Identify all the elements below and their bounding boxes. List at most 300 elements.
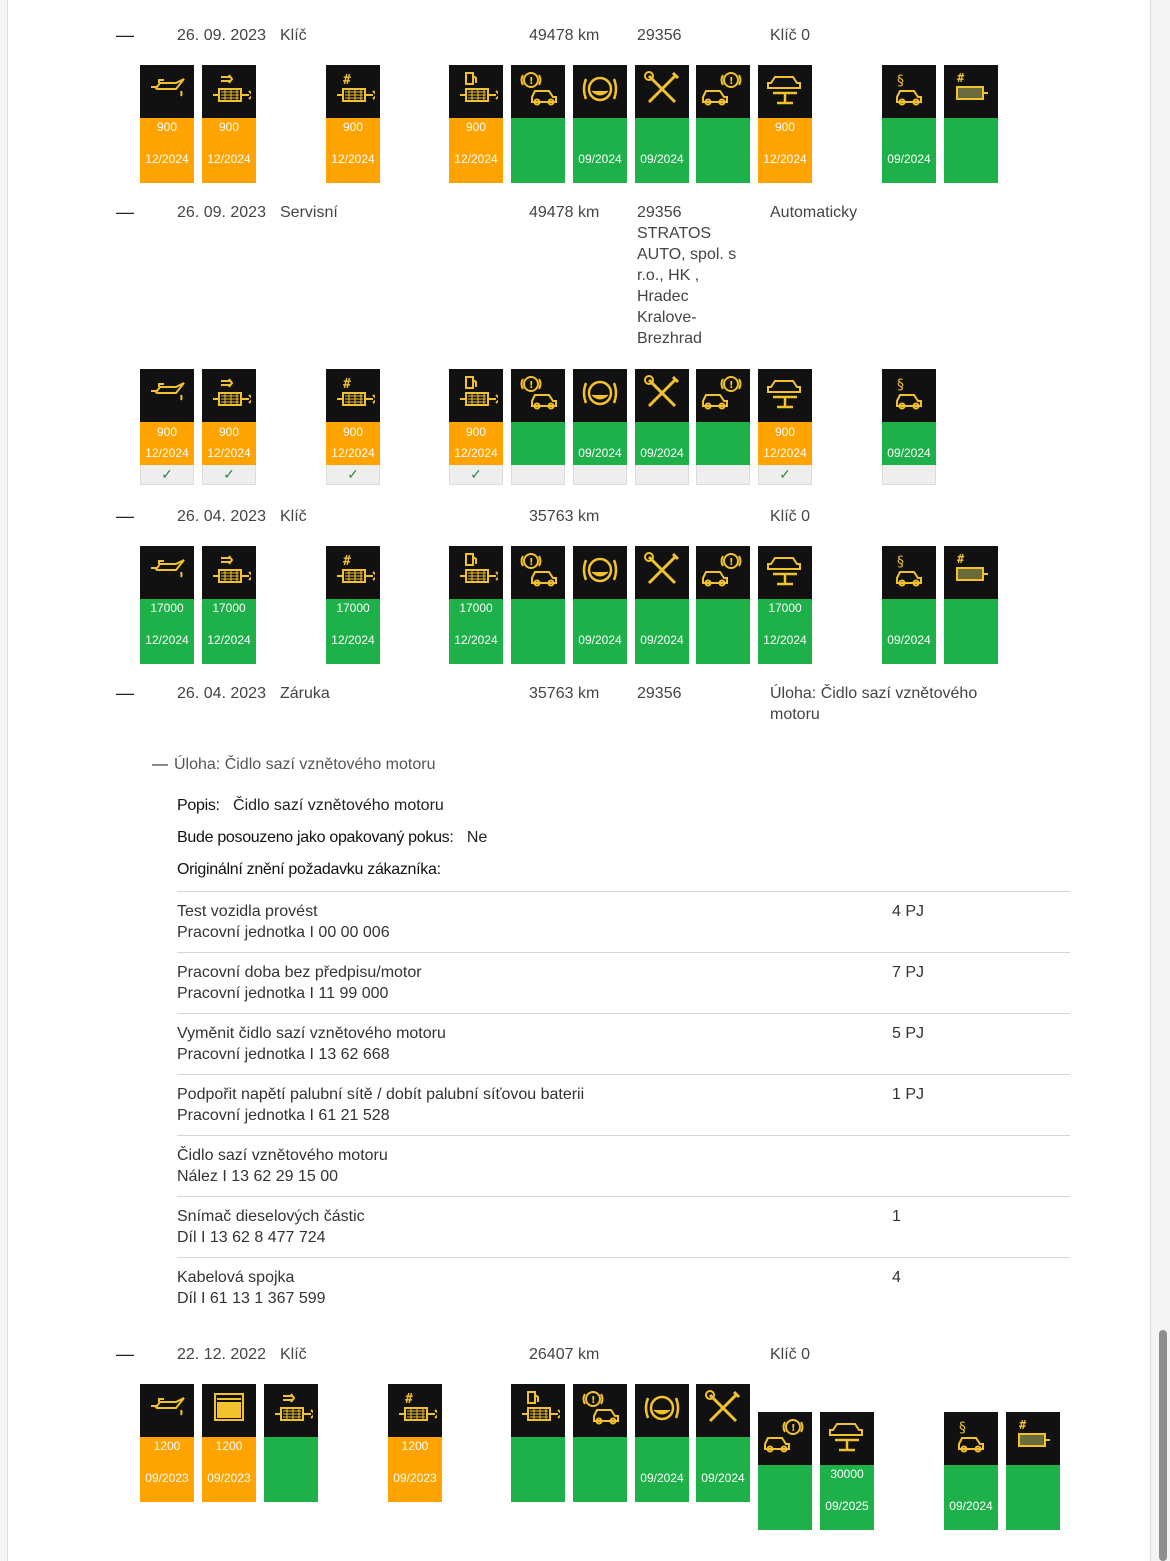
service-tile-brake-fluid[interactable]: [573, 65, 627, 183]
tile-icon-area: [326, 65, 380, 118]
tools-icon: [640, 373, 684, 418]
tile-due-date: 09/2024: [640, 1471, 684, 1485]
entry-date: 26. 09. 2023: [177, 204, 266, 221]
service-tile-oil-can[interactable]: [140, 1384, 194, 1502]
task-item-quantity: 7 PJ: [892, 964, 925, 981]
vehicle-lift-icon: [763, 373, 807, 418]
repeat-attempt-label: Bude posouzeno jako opakovaný pokus:: [177, 829, 454, 846]
tile-due-date: 12/2024: [454, 446, 498, 460]
tile-status-green: [573, 1437, 627, 1502]
hash-filter-icon: [331, 373, 375, 418]
entry-type: Záruka: [280, 685, 330, 702]
service-tile-brake-fluid[interactable]: [573, 546, 627, 664]
tile-remaining-km: 17000: [336, 601, 370, 615]
service-tile-front-brake[interactable]: [511, 65, 565, 183]
repeat-attempt-value: Ne: [466, 829, 488, 846]
entry-date: 26. 09. 2023: [177, 27, 266, 44]
tile-status-green: [635, 118, 689, 183]
task-item-name: Čidlo sazí vznětového motoru: [177, 1147, 388, 1164]
tile-due-date: 12/2024: [145, 152, 189, 166]
tile-status-green: [511, 422, 565, 465]
service-tile-legal-inspection[interactable]: [882, 369, 936, 485]
tile-due-date: 09/2024: [640, 446, 684, 460]
service-tile-particle-filter[interactable]: [264, 1384, 318, 1502]
fuel-filter-icon: [454, 69, 498, 114]
entry-date: 26. 04. 2023: [177, 508, 266, 525]
tile-icon-area: [573, 1384, 627, 1437]
tile-icon-area: [140, 369, 194, 422]
service-tile-vehicle-lift[interactable]: [758, 546, 812, 664]
tile-due-date: 09/2025: [825, 1499, 869, 1513]
rear-brake-icon: [701, 373, 745, 418]
tile-remaining-km: 900: [774, 425, 796, 439]
tile-icon-area: [882, 65, 936, 118]
task-header[interactable]: [152, 756, 435, 774]
vehicle-lift-icon: [763, 550, 807, 595]
tile-status-green: [635, 599, 689, 664]
scrollbar-thumb[interactable]: [1159, 1330, 1167, 1561]
service-tile-particle-filter[interactable]: [202, 546, 256, 664]
task-item-row: [177, 891, 1070, 943]
svg-text:#: #: [1019, 1418, 1027, 1432]
description-value: Čidlo sazí vznětového motoru: [233, 797, 444, 814]
tile-icon-area: [758, 546, 812, 599]
tile-due-date: 09/2024: [578, 633, 622, 647]
tile-due-date: 12/2024: [207, 152, 251, 166]
rear-brake-icon: [763, 1416, 807, 1461]
task-item-code: Pracovní jednotka I 61 21 528: [177, 1107, 390, 1124]
tile-icon-area: [511, 1384, 565, 1437]
hash-battery-icon: [1011, 1416, 1055, 1461]
task-item-row: [177, 952, 1070, 1004]
tile-status-green: [696, 118, 750, 183]
tile-status-green: [882, 118, 936, 183]
tile-status-green: [511, 599, 565, 664]
service-tile-oil-can[interactable]: [140, 369, 194, 485]
svg-text:§: §: [897, 377, 904, 393]
tile-due-date: 09/2024: [887, 152, 931, 166]
svg-text:!: !: [729, 380, 734, 391]
oil-can-icon: [145, 1388, 189, 1433]
tile-completed-check: [696, 465, 750, 485]
tile-status-green: [202, 599, 256, 664]
tile-icon-area: [449, 65, 503, 118]
tile-status-green: [511, 118, 565, 183]
task-item-row: [177, 1257, 1070, 1309]
tile-due-date: 12/2024: [763, 152, 807, 166]
service-tile-legal-inspection[interactable]: [882, 546, 936, 664]
service-tile-rear-brake[interactable]: [696, 369, 750, 485]
fuel-filter-icon: [454, 550, 498, 595]
tile-icon-area: [820, 1412, 874, 1465]
tile-due-date: 09/2023: [207, 1471, 251, 1485]
service-tile-fuel-filter[interactable]: [449, 369, 503, 485]
tile-icon-area: [944, 1412, 998, 1465]
tile-remaining-km: 1200: [153, 1439, 181, 1453]
tile-due-date: 09/2024: [640, 633, 684, 647]
tile-status-orange: [388, 1437, 442, 1502]
service-tile-hash-battery[interactable]: [944, 65, 998, 183]
entry-info: Úloha: Čidlo sazí vznětového motoru: [770, 685, 978, 723]
tile-completed-check: [882, 465, 936, 485]
collapse-toggle[interactable]: —: [116, 506, 134, 526]
tile-icon-area: [882, 546, 936, 599]
tile-status-green: [264, 1437, 318, 1502]
service-tile-legal-inspection[interactable]: [882, 65, 936, 183]
tile-due-date: 12/2024: [207, 633, 251, 647]
entry-type: Servisní: [280, 204, 338, 221]
tools-icon: [640, 550, 684, 595]
tile-status-green: [944, 118, 998, 183]
vertical-scrollbar-track[interactable]: [1150, 0, 1170, 1561]
entry-type: Klíč: [280, 27, 307, 44]
tile-due-date: 09/2024: [887, 446, 931, 460]
tools-icon: [701, 1388, 745, 1433]
service-tile-brake-fluid[interactable]: [573, 369, 627, 485]
description-label: Popis:: [177, 797, 220, 814]
service-tile-vehicle-lift[interactable]: [758, 369, 812, 485]
entry-mileage: 35763 km: [529, 685, 600, 702]
task-item-code: Díl I 13 62 8 477 724: [177, 1229, 326, 1246]
tile-status-orange: [202, 1437, 256, 1502]
entry-mileage: 49478 km: [529, 27, 600, 44]
tile-due-date: 12/2024: [331, 446, 375, 460]
task-item-name: Vyměnit čidlo sazí vznětového motoru: [177, 1025, 446, 1042]
fuel-filter-icon: [516, 1388, 560, 1433]
original-request: [177, 861, 441, 879]
tile-icon-area: [882, 369, 936, 422]
tile-status-green: [326, 599, 380, 664]
left-frame: [0, 0, 8, 1561]
tile-icon-area: [511, 546, 565, 599]
tile-icon-area: [573, 546, 627, 599]
svg-text:!: !: [729, 557, 734, 568]
entry-date: 22. 12. 2022: [177, 1346, 266, 1363]
front-brake-icon: [516, 373, 560, 418]
tile-due-date: 12/2024: [763, 446, 807, 460]
tile-due-date: 09/2024: [640, 152, 684, 166]
brake-fluid-icon: [578, 550, 622, 595]
particle-filter-icon: [269, 1388, 313, 1433]
brake-fluid-icon: [578, 69, 622, 114]
tile-icon-area: [1006, 1412, 1060, 1465]
hash-filter-icon: [331, 69, 375, 114]
service-tile-tools[interactable]: [635, 65, 689, 183]
tile-remaining-km: 17000: [459, 601, 493, 615]
tile-due-date: 12/2024: [763, 633, 807, 647]
collapse-toggle[interactable]: —: [116, 202, 134, 222]
tile-icon-area: [388, 1384, 442, 1437]
service-tile-hash-filter[interactable]: [326, 546, 380, 664]
entry-mileage: 49478 km: [529, 204, 600, 221]
service-tile-fuel-filter[interactable]: [449, 546, 503, 664]
service-tile-rear-brake[interactable]: [696, 546, 750, 664]
tile-due-date: 12/2024: [145, 446, 189, 460]
tile-icon-area: [326, 369, 380, 422]
tile-remaining-km: 900: [342, 120, 364, 134]
entry-type: Klíč: [280, 508, 307, 525]
tile-status-green: [573, 118, 627, 183]
tile-remaining-km: 900: [218, 425, 240, 439]
tile-icon-area: [511, 65, 565, 118]
tile-due-date: 12/2024: [145, 633, 189, 647]
tile-icon-area: [202, 1384, 256, 1437]
legal-inspection-icon: [887, 550, 931, 595]
tile-icon-area: [696, 65, 750, 118]
task-item-code: Nález I 13 62 29 15 00: [177, 1168, 339, 1185]
tile-due-date: 09/2023: [393, 1471, 437, 1485]
service-tile-oil-can[interactable]: [140, 546, 194, 664]
tile-completed-check: [635, 465, 689, 485]
task-item-quantity: 4 PJ: [892, 903, 925, 920]
tile-remaining-km: 900: [156, 120, 178, 134]
hash-filter-icon: [393, 1388, 437, 1433]
collapse-toggle[interactable]: —: [116, 25, 134, 45]
task-item-quantity: 1 PJ: [892, 1086, 925, 1103]
task-item-code: Pracovní jednotka I 00 00 006: [177, 924, 390, 941]
tile-status-green: [140, 599, 194, 664]
service-tile-tools[interactable]: [635, 546, 689, 664]
repeat-attempt: [177, 829, 487, 847]
task-item-name: Podpořit napětí palubní sítě / dobít palubní síťovou baterii: [177, 1086, 585, 1103]
task-item-name: Test vozidla provést: [177, 903, 318, 920]
task-description: [177, 797, 444, 815]
tile-due-date: 12/2024: [331, 152, 375, 166]
tile-due-date: 09/2024: [578, 152, 622, 166]
entry-code-dealer: 29356 STRATOS AUTO, spol. s r.o., HK , Hradec Kralove- Brezhrad: [637, 204, 737, 347]
tile-remaining-km: 17000: [768, 601, 802, 615]
service-tile-rear-brake[interactable]: [696, 65, 750, 183]
tile-remaining-km: 900: [465, 120, 487, 134]
task-item-row: [177, 1135, 1070, 1187]
tile-completed-check: [573, 465, 627, 485]
service-tile-hash-battery[interactable]: [944, 546, 998, 664]
hash-battery-icon: [949, 550, 993, 595]
tile-icon-area: [573, 369, 627, 422]
tile-status-green: [511, 1437, 565, 1502]
entry-info: Automaticky: [770, 204, 858, 221]
oil-can-icon: [145, 69, 189, 114]
task-item-code: Díl I 61 13 1 367 599: [177, 1290, 326, 1307]
tile-icon-area: [696, 1384, 750, 1437]
tile-icon-area: [140, 65, 194, 118]
tile-status-orange: [326, 118, 380, 183]
tile-icon-area: [696, 546, 750, 599]
service-tile-vehicle-lift[interactable]: [758, 65, 812, 183]
tile-completed-check: ✓: [758, 465, 812, 485]
service-tile-hash-filter[interactable]: [326, 65, 380, 183]
original-request-label: Originální znění požadavku zákazníka:: [177, 861, 441, 878]
service-tile-legal-inspection[interactable]: [944, 1412, 998, 1530]
tile-status-green: [882, 599, 936, 664]
service-tile-oil-can[interactable]: [140, 65, 194, 183]
task-item-row: [177, 1074, 1070, 1126]
rear-brake-icon: [701, 69, 745, 114]
tile-status-green: [696, 599, 750, 664]
task-item-name: Snímač dieselových částic: [177, 1208, 365, 1225]
task-item-code: Pracovní jednotka I 13 62 668: [177, 1046, 390, 1063]
tile-status-green: [1006, 1465, 1060, 1530]
entry-info: Klíč 0: [770, 508, 811, 525]
oil-level-icon: [207, 1388, 251, 1433]
front-brake-icon: [578, 1388, 622, 1433]
svg-text:!: !: [591, 1395, 596, 1406]
task-item-quantity: 4: [892, 1269, 901, 1286]
svg-text:#: #: [405, 1392, 413, 1407]
tile-status-green: [449, 599, 503, 664]
service-tile-oil-level[interactable]: [202, 1384, 256, 1502]
tile-remaining-km: 900: [774, 120, 796, 134]
hash-filter-icon: [331, 550, 375, 595]
tile-status-orange: [758, 422, 812, 465]
tile-due-date: 09/2024: [701, 1471, 745, 1485]
task-title: Úloha: Čidlo sazí vznětového motoru: [174, 756, 436, 773]
tile-status-orange: [326, 422, 380, 465]
svg-text:#: #: [343, 377, 351, 392]
collapse-toggle[interactable]: —: [116, 1344, 134, 1364]
service-tile-front-brake[interactable]: [573, 1384, 627, 1502]
tile-status-orange: [202, 118, 256, 183]
service-tile-rear-brake[interactable]: [758, 1412, 812, 1530]
svg-text:#: #: [957, 552, 965, 566]
svg-text:!: !: [529, 76, 534, 87]
entry-code: 29356: [637, 685, 682, 702]
tile-due-date: 09/2024: [887, 633, 931, 647]
legal-inspection-icon: [949, 1416, 993, 1461]
service-tile-fuel-filter[interactable]: [511, 1384, 565, 1502]
tile-status-green: [882, 422, 936, 465]
tile-icon-area: [758, 1412, 812, 1465]
tile-status-green: [758, 599, 812, 664]
entry-info: Klíč 0: [770, 27, 811, 44]
task-item-row: [177, 1013, 1070, 1065]
tile-due-date: 09/2023: [145, 1471, 189, 1485]
tile-due-date: 09/2024: [949, 1499, 993, 1513]
tile-icon-area: [944, 65, 998, 118]
entry-info: Klíč 0: [770, 1346, 811, 1363]
tile-status-green: [573, 422, 627, 465]
tile-icon-area: [511, 369, 565, 422]
fuel-filter-icon: [454, 373, 498, 418]
service-tile-vehicle-lift[interactable]: [820, 1412, 874, 1530]
svg-text:§: §: [959, 1420, 966, 1436]
svg-text:§: §: [897, 554, 904, 570]
tile-completed-check: [511, 465, 565, 485]
entry-code: 29356: [637, 27, 682, 44]
vehicle-lift-icon: [825, 1416, 869, 1461]
task-collapse-toggle[interactable]: —: [152, 756, 168, 773]
tile-remaining-km: 1200: [401, 1439, 429, 1453]
tile-icon-area: [202, 65, 256, 118]
service-tile-particle-filter[interactable]: [202, 369, 256, 485]
service-tile-fuel-filter[interactable]: [449, 65, 503, 183]
svg-text:#: #: [343, 73, 351, 88]
svg-text:#: #: [957, 71, 965, 85]
legal-inspection-icon: [887, 69, 931, 114]
tile-completed-check: ✓: [140, 465, 194, 485]
tile-icon-area: [449, 546, 503, 599]
service-tile-front-brake[interactable]: [511, 546, 565, 664]
task-item-code: Pracovní jednotka I 11 99 000: [177, 985, 389, 1002]
tile-status-orange: [202, 422, 256, 465]
tile-icon-area: [635, 65, 689, 118]
tile-icon-area: [326, 546, 380, 599]
task-item-quantity: 5 PJ: [892, 1025, 925, 1042]
hash-battery-icon: [949, 69, 993, 114]
tools-icon: [640, 69, 684, 114]
tile-status-orange: [449, 118, 503, 183]
tile-remaining-km: 17000: [150, 601, 184, 615]
service-tile-hash-filter[interactable]: [326, 369, 380, 485]
svg-text:!: !: [729, 76, 734, 87]
task-item-name: Pracovní doba bez předpisu/motor: [177, 964, 422, 981]
task-item-name: Kabelová spojka: [177, 1269, 295, 1286]
tile-icon-area: [758, 369, 812, 422]
brake-fluid-icon: [578, 373, 622, 418]
tile-icon-area: [635, 369, 689, 422]
service-tile-hash-battery[interactable]: [1006, 1412, 1060, 1530]
tile-icon-area: [573, 65, 627, 118]
particle-filter-icon: [207, 69, 251, 114]
tile-status-green: [944, 599, 998, 664]
tile-status-green: [944, 1465, 998, 1530]
tile-status-green: [696, 422, 750, 465]
tile-remaining-km: 1200: [215, 1439, 243, 1453]
entry-type: Klíč: [280, 1346, 307, 1363]
tile-remaining-km: 900: [342, 425, 364, 439]
svg-text:#: #: [343, 554, 351, 569]
tile-remaining-km: 900: [465, 425, 487, 439]
tile-icon-area: [202, 546, 256, 599]
tile-remaining-km: 900: [156, 425, 178, 439]
front-brake-icon: [516, 550, 560, 595]
service-tile-front-brake[interactable]: [511, 369, 565, 485]
tile-remaining-km: 900: [218, 120, 240, 134]
entry-mileage: 35763 km: [529, 508, 600, 525]
service-tile-particle-filter[interactable]: [202, 65, 256, 183]
brake-fluid-icon: [640, 1388, 684, 1433]
tile-status-orange: [140, 1437, 194, 1502]
collapse-toggle[interactable]: —: [116, 683, 134, 703]
vehicle-lift-icon: [763, 69, 807, 114]
service-tile-tools[interactable]: [635, 369, 689, 485]
svg-text:!: !: [529, 557, 534, 568]
tile-icon-area: [140, 1384, 194, 1437]
tile-icon-area: [944, 546, 998, 599]
tile-status-green: [820, 1465, 874, 1530]
tile-status-green: [635, 422, 689, 465]
tile-status-orange: [449, 422, 503, 465]
tile-status-green: [758, 1465, 812, 1530]
service-tile-hash-filter[interactable]: [388, 1384, 442, 1502]
svg-text:§: §: [897, 73, 904, 89]
tile-status-orange: [758, 118, 812, 183]
tile-status-green: [635, 1437, 689, 1502]
oil-can-icon: [145, 550, 189, 595]
tile-icon-area: [449, 369, 503, 422]
tile-icon-area: [202, 369, 256, 422]
tile-due-date: 09/2024: [578, 446, 622, 460]
service-tile-tools[interactable]: [696, 1384, 750, 1502]
task-item-quantity: 1: [892, 1208, 901, 1225]
tile-due-date: 12/2024: [331, 633, 375, 647]
tile-icon-area: [140, 546, 194, 599]
svg-text:!: !: [791, 1423, 796, 1434]
front-brake-icon: [516, 69, 560, 114]
tile-icon-area: [758, 65, 812, 118]
service-tile-brake-fluid[interactable]: [635, 1384, 689, 1502]
tile-status-orange: [140, 118, 194, 183]
